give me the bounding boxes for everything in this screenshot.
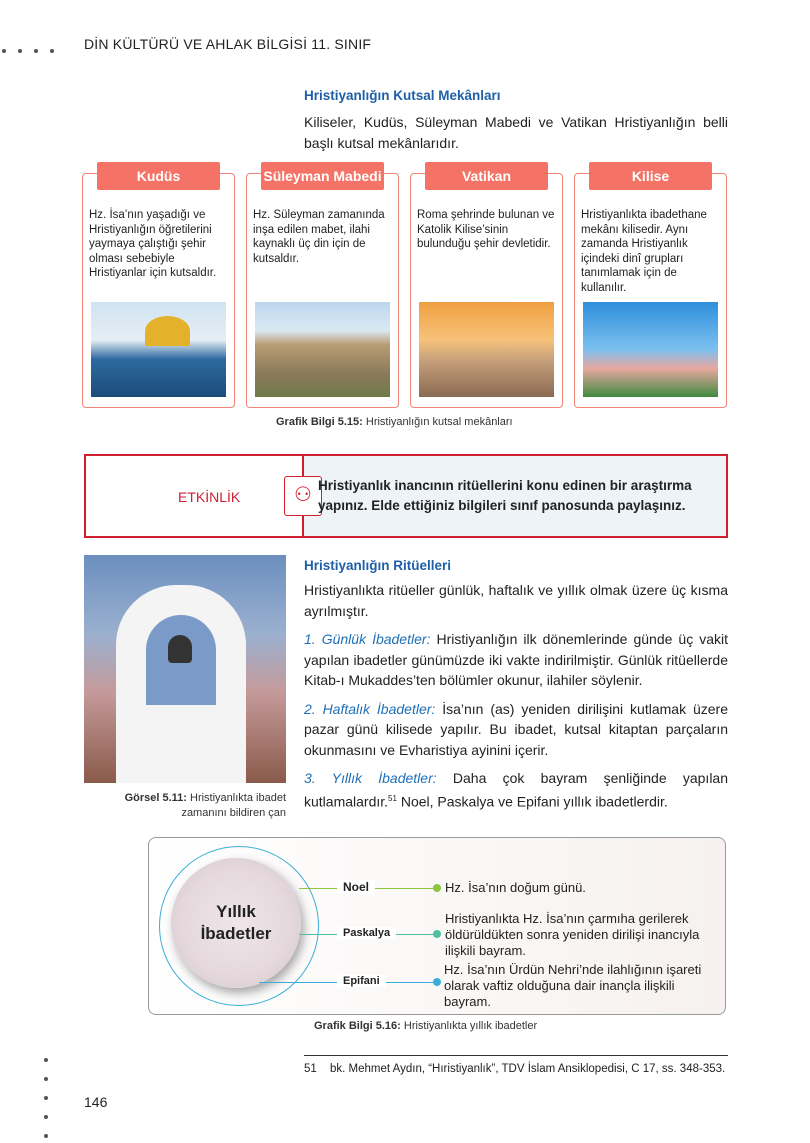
card-kudus	[82, 168, 235, 408]
page-header: DİN KÜLTÜRÜ VE AHLAK BİLGİSİ 11. SINIF	[84, 36, 372, 52]
bell-tower-photo	[84, 555, 286, 783]
page-number: 146	[84, 1094, 108, 1110]
card-kilise	[574, 168, 727, 408]
yearly-rituals-diagram	[148, 837, 726, 1015]
card-title: Vatikan	[425, 162, 548, 190]
card-text: Hristiyanlıkta ibadethane mekânı kilisedir. Aynı zamanda Hristiyanlık içindeki dinî grupları tanımlamak için de kullanılır.	[581, 209, 707, 294]
dot-icon	[433, 884, 441, 892]
activity-label: ETKİNLİK	[178, 489, 241, 505]
photo-caption: Görsel 5.11: Hristiyanlıkta ibadet zamanını bildiren çan	[124, 792, 286, 819]
diagram-label-paskalya: Paskalya	[337, 927, 396, 939]
holy-places-intro: Kiliseler, Kudüs, Süleyman Mabedi ve Vatikan Hristiyanlığın belli başlı kutsal mekânlarıdır.	[304, 114, 728, 151]
footnote-ref[interactable]: 51	[388, 793, 397, 803]
card-suleyman-mabedi	[246, 168, 399, 408]
activity-text: Hristiyanlık inancının ritüellerini konu edinen bir araştırma yapınız. Elde ettiğiniz bilgileri sınıf panosunda paylaşınız.	[318, 478, 692, 513]
temple-wall-image	[255, 302, 390, 397]
dome-of-rock-image	[91, 302, 226, 397]
yearly-rituals: 3. Yıllık İbadetler: Daha çok bayram şenliğinde yapılan kutlamalardır.$^{51}$ Noel, Paskalya ve Epifani yıllık ibadetlerdir.	[304, 770, 729, 810]
dot-icon	[433, 930, 441, 938]
diagram-desc-paskalya: Hristiyanlıkta Hz. İsa’nın çarmıha gerilerek öldürüldükten sonra yeniden dirilişi inancıyla ilişkili bayram.	[445, 911, 700, 958]
card-text: Hz. Süleyman zamanında inşa edilen mabet, ilahi kaynaklı üç din için de kutsaldır.	[253, 209, 385, 265]
daily-rituals: 1. Günlük İbadetler: Hristiyanlığın ilk dönemlerinde günde üç vakit yapılan ibadetler günümüzde iki vakte indirilmiştir. Günlük ritüellerde Kitab-ı Mukaddes’ten bölümler okunur, ilahiler söylenir.	[304, 631, 728, 688]
card-title: Kudüs	[97, 162, 220, 190]
card-text: Hz. İsa’nın yaşadığı ve Hristiyanlığın öğretilerini yaymaya çalıştığı şehir olması sebebiyle Hristiyanlar için kutsaldır.	[89, 209, 217, 279]
diagram-desc-epifani: Hz. İsa’nın Ürdün Nehri’nde ilahlığının işareti olarak vaftiz olduğuna dair inançla ilişkili bayram.	[444, 962, 702, 1009]
card-text: Roma şehrinde bulunan ve Katolik Kilise’sinin bulunduğu şehir devletidir.	[417, 209, 555, 250]
diagram-label-noel: Noel	[337, 880, 375, 894]
diagram-center: Yıllık İbadetler	[171, 858, 301, 988]
decorative-dots-vertical	[44, 1058, 48, 1138]
vatican-image	[419, 302, 554, 397]
activity-box	[84, 454, 728, 538]
caption-5-15: Grafik Bilgi 5.15: Hristiyanlığın kutsal mekânları	[276, 416, 513, 428]
card-vatikan	[410, 168, 563, 408]
section-title-rituals: Hristiyanlığın Ritüelleri	[304, 558, 452, 573]
footnote: 51 bk. Mehmet Aydın, “Hıristiyanlık”, TDV İslam Ansiklopedisi, C 17, ss. 348-353.	[304, 1063, 726, 1075]
diagram-desc-noel: Hz. İsa’nın doğum günü.	[445, 880, 586, 895]
card-title: Süleyman Mabedi	[261, 162, 384, 190]
dot-icon	[433, 978, 441, 986]
rituals-intro: Hristiyanlıkta ritüeller günlük, haftalık ve yıllık olmak üzere üç kısma ayrılmıştır.	[304, 582, 728, 619]
card-title: Kilise	[589, 162, 712, 190]
weekly-rituals: 2. Haftalık İbadetler: İsa’nın (as) yeniden dirilişini kutlamak üzere pazar günü kilisede yapılır. Bu ibadet, kutsal kitaptan parçaların okunmasını ve Evharistiya ayinini içerir.	[304, 700, 728, 758]
section-title-holy-places: Hristiyanlığın Kutsal Mekânları	[304, 88, 501, 103]
bell-icon	[168, 635, 192, 663]
footnote-divider	[304, 1055, 728, 1056]
decorative-dots	[2, 40, 66, 58]
rituals-body	[304, 580, 728, 812]
church-image	[583, 302, 718, 397]
diagram-label-epifani: Epifani	[337, 975, 386, 987]
caption-5-16: Grafik Bilgi 5.16: Hristiyanlıkta yıllık ibadetler	[314, 1020, 538, 1032]
presentation-icon: ⚇	[284, 476, 322, 516]
